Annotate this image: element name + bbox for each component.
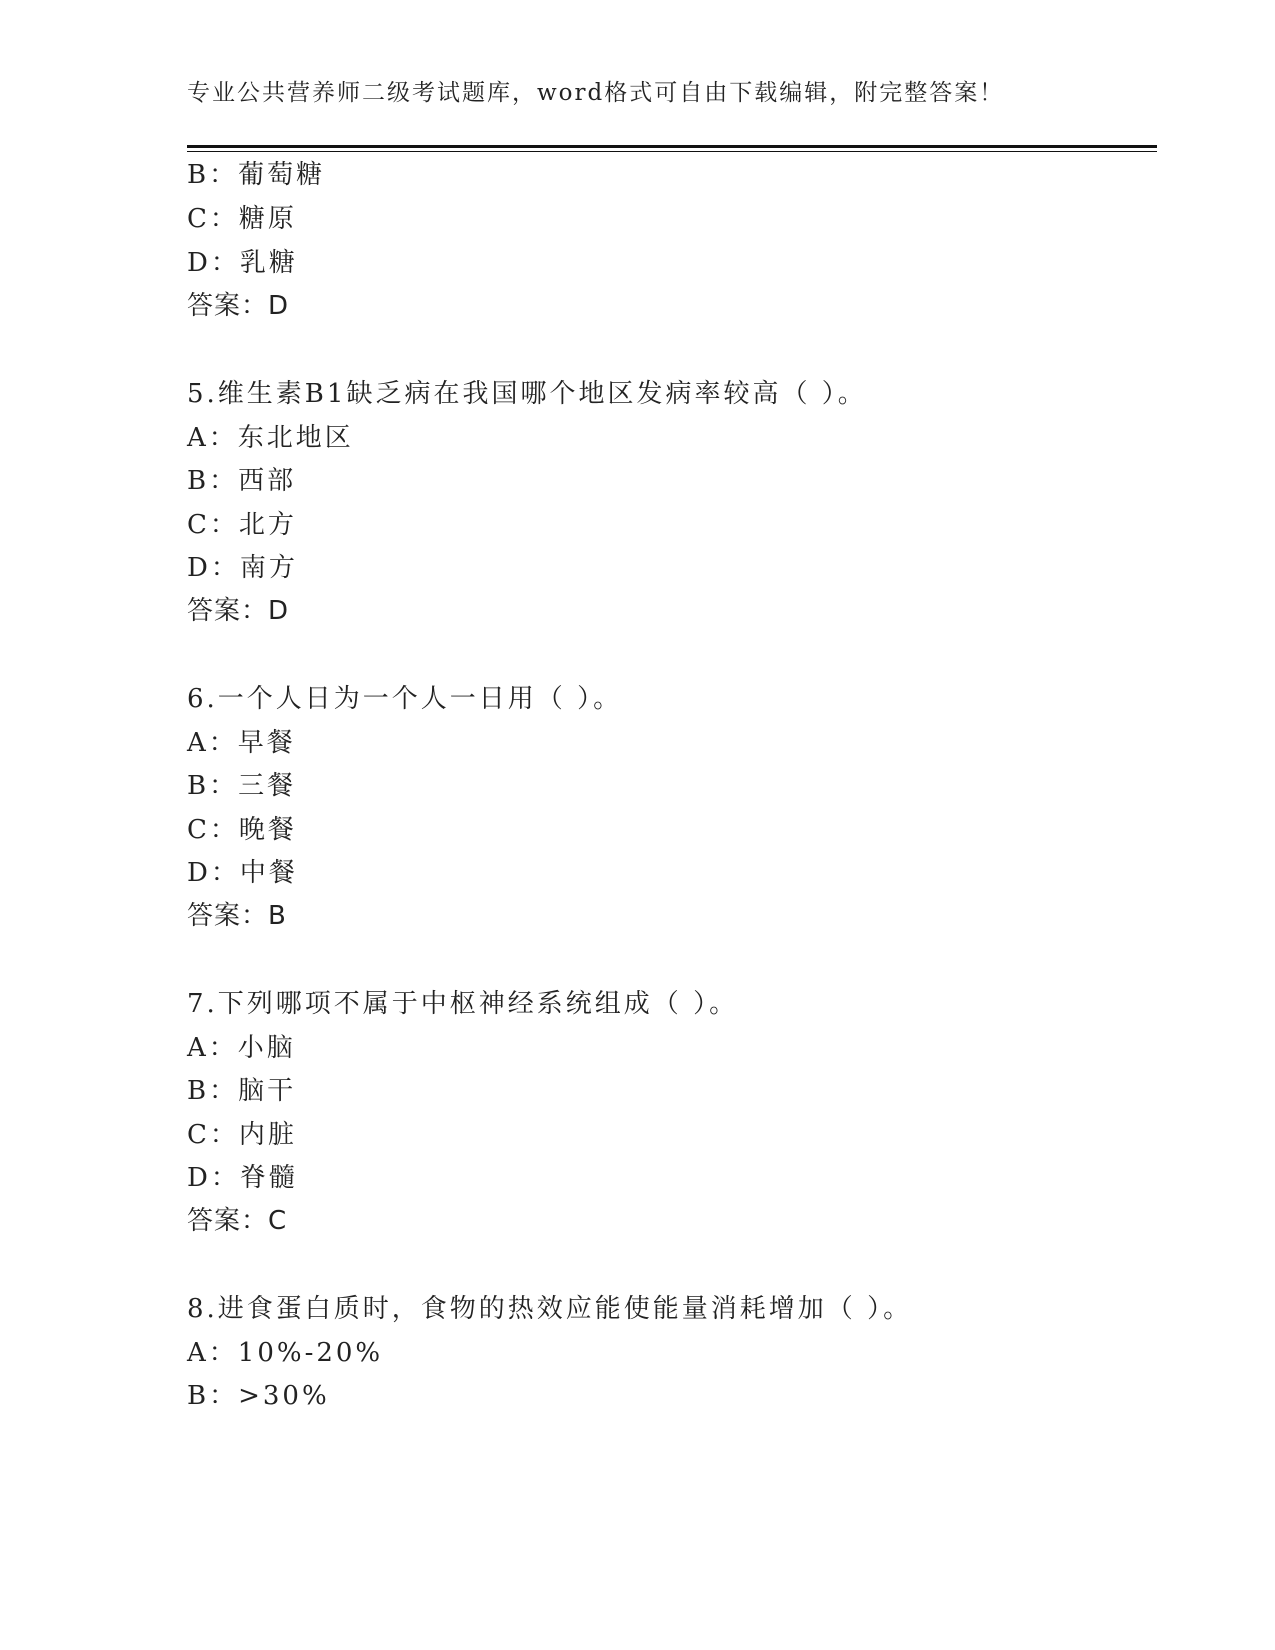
q4-option-c: C：糖原 [187, 204, 297, 234]
q5-option-d: D：南方 [187, 553, 298, 583]
page-header: 专业公共营养师二级考试题库，word格式可自由下载编辑，附完整答案！ [187, 80, 1005, 106]
q6-option-d: D：中餐 [187, 858, 298, 888]
q7-option-a: A：小脑 [187, 1033, 296, 1063]
q5-stem: 5.维生素B1缺乏病在我国哪个地区发病率较高（ ）。 [187, 379, 867, 409]
q8-stem: 8.进食蛋白质时，食物的热效应能使能量消耗增加（ ）。 [187, 1294, 913, 1324]
q6-stem: 6.一个人日为一个人一日用（ ）。 [187, 684, 623, 714]
q6-answer: 答案：B [187, 901, 287, 931]
q4-answer: 答案：D [187, 291, 290, 321]
q7-stem: 7.下列哪项不属于中枢神经系统组成（ ）。 [187, 989, 739, 1019]
q5-answer: 答案：D [187, 596, 290, 626]
q7-option-c: C：内脏 [187, 1120, 297, 1150]
q7-option-d: D：脊髓 [187, 1163, 298, 1193]
q8-option-b: B：>30% [187, 1381, 330, 1411]
header-rule-thin [187, 151, 1157, 152]
q7-answer: 答案：C [187, 1206, 288, 1236]
q5-option-c: C：北方 [187, 510, 297, 540]
q6-option-a: A：早餐 [187, 728, 296, 758]
q6-option-c: C：晚餐 [187, 815, 297, 845]
q7-option-b: B：脑干 [187, 1076, 297, 1106]
header-rule-thick [187, 145, 1157, 148]
q6-option-b: B：三餐 [187, 771, 297, 801]
q4-option-b: B：葡萄糖 [187, 160, 326, 190]
q5-option-a: A：东北地区 [187, 423, 354, 453]
q5-option-b: B：西部 [187, 466, 297, 496]
q8-option-a: A：10%-20% [187, 1338, 384, 1368]
q4-option-d: D：乳糖 [187, 248, 298, 278]
